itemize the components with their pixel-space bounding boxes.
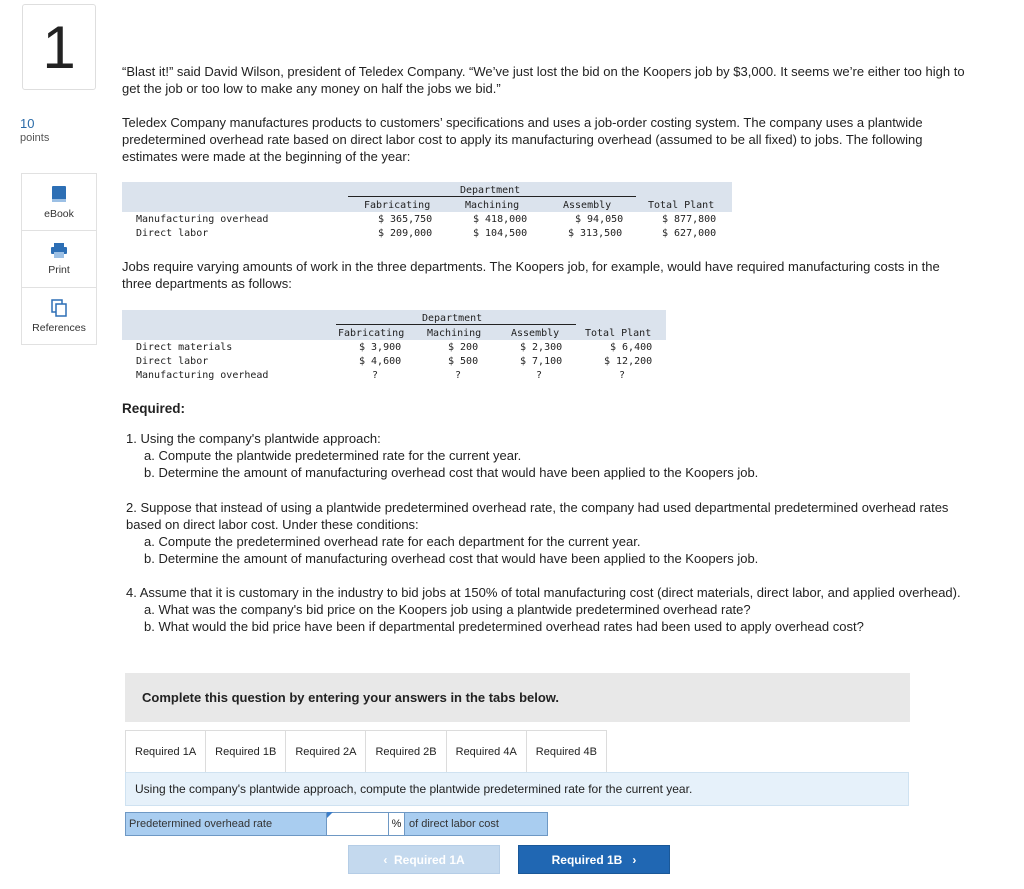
cell-value: $ 4,600 (359, 356, 402, 367)
col-fabricating: Fabricating (364, 200, 431, 211)
chevron-left-icon: ‹ (383, 852, 388, 867)
tab-required-1a[interactable]: Required 1A (125, 730, 206, 773)
cell-value: ? (372, 370, 379, 381)
tab-required-1b[interactable]: Required 1B (206, 730, 286, 772)
col-assembly: Assembly (511, 328, 560, 339)
references-button[interactable] (21, 287, 97, 345)
cell-value: $ 418,000 (473, 214, 528, 225)
question-number: 1 (42, 13, 76, 81)
cell-value: $ 200 (448, 342, 479, 353)
col-total-plant: Total Plant (648, 200, 715, 211)
side-tools (21, 173, 97, 345)
prev-tab-button[interactable] (348, 845, 500, 874)
cell-value: $ 365,750 (378, 214, 433, 225)
intro-paragraph-2: Teledex Company manufactures products to customers’ specifications and uses a job-order costing system. The company uses a plantwide predetermined overhead rate based on direct labor cost to apply its manufacturing overhead (assumed to be all fixed) to jobs. The following estimates were made at the beginning of the year: (122, 115, 923, 164)
answer-row (125, 812, 548, 836)
row-label: Manufacturing overhead (136, 370, 269, 381)
dept-group-header: Department (422, 313, 483, 324)
ebook-label: eBook (44, 207, 74, 220)
required-sub-item: a. Compute the predetermined overhead rate for each department for the current year. (144, 534, 641, 549)
required-sub-item: b. What would the bid price have been if departmental predetermined overhead rates had been used to apply overhead cost? (144, 619, 864, 634)
row-label: Direct labor (136, 356, 209, 367)
prev-tab-label: Required 1A (393, 852, 465, 867)
print-button[interactable] (21, 230, 97, 287)
row-label: Manufacturing overhead (136, 214, 269, 225)
dept-group-header: Department (460, 185, 521, 196)
required-item-2 (122, 499, 992, 567)
points-label: points (20, 132, 50, 144)
intro-paragraph-1: “Blast it!” said David Wilson, president of Teledex Company. “We’ve just lost the bid on the Koopers job by $3,000. It seems we’re either too high to get the job or too low to make any money on half the jobs we bid.” (122, 64, 965, 96)
col-machining: Machining (427, 328, 482, 339)
required-sub-item: b. Determine the amount of manufacturing overhead cost that would have been applied to the Koopers job. (144, 551, 759, 566)
tab-required-4a[interactable]: Required 4A (447, 730, 527, 772)
dept-rule (336, 324, 576, 325)
tab-required-4b[interactable]: Required 4B (527, 730, 607, 772)
next-tab-label: Required 1B (551, 852, 623, 867)
answer-label: Predetermined overhead rate (125, 812, 327, 836)
cell-value: $ 313,500 (568, 228, 623, 239)
required-item-1 (122, 430, 992, 481)
row-label: Direct materials (136, 342, 233, 353)
complete-question-bar: Complete this question by entering your answers in the tabs below. (125, 673, 910, 722)
required-sub-item: a. Compute the plantwide predetermined rate for the current year. (144, 448, 522, 463)
points-value: 10 (20, 116, 35, 131)
tab-required-2b[interactable]: Required 2B (366, 730, 446, 772)
answer-tabs (125, 730, 607, 772)
cell-value: $ 209,000 (378, 228, 433, 239)
required-heading: Required: (122, 401, 186, 416)
cell-value: ? (536, 370, 543, 381)
cell-value: $ 627,000 (662, 228, 717, 239)
dept-rule (348, 196, 636, 197)
cell-value: $ 104,500 (473, 228, 528, 239)
printer-icon (50, 243, 68, 259)
print-label: Print (48, 263, 70, 276)
col-assembly: Assembly (563, 200, 612, 211)
koopers-job-table (122, 310, 667, 382)
cell-value: $ 6,400 (610, 342, 653, 353)
col-total-plant: Total Plant (585, 328, 652, 339)
cell-value: $ 7,100 (520, 356, 563, 367)
book-icon (51, 185, 67, 203)
next-tab-button[interactable] (518, 845, 670, 874)
cell-value: $ 500 (448, 356, 479, 367)
cell-value: ? (619, 370, 626, 381)
cell-value: $ 3,900 (359, 342, 402, 353)
chevron-right-icon: › (632, 852, 637, 867)
required-item-4 (122, 584, 992, 635)
cell-value: ? (455, 370, 462, 381)
required-item-text: 1. Using the company's plantwide approach: (126, 431, 381, 446)
ebook-button[interactable] (21, 173, 97, 230)
cell-value: $ 2,300 (520, 342, 563, 353)
references-label: References (32, 321, 86, 334)
percent-sign: % (389, 812, 405, 836)
input-flag-marker (327, 812, 333, 818)
cell-value: $ 12,200 (604, 356, 653, 367)
jobs-paragraph: Jobs require varying amounts of work in the three departments. The Koopers job, for example, would have required manufacturing costs in the three departments as follows: (122, 259, 940, 291)
cell-value: $ 877,800 (662, 214, 717, 225)
col-fabricating: Fabricating (338, 328, 405, 339)
required-sub-item: a. What was the company's bid price on the Koopers job using a plantwide predetermined overhead rate? (144, 602, 751, 617)
points-indicator (20, 116, 49, 146)
required-sub-item: b. Determine the amount of manufacturing overhead cost that would have been applied to the Koopers job. (144, 465, 759, 480)
required-item-text: 4. Assume that it is customary in the industry to bid jobs at 150% of total manufacturing cost (direct materials, direct labor, and applied overhead). (126, 585, 961, 600)
overhead-rate-input[interactable] (327, 812, 389, 836)
col-machining: Machining (465, 200, 520, 211)
row-label: Direct labor (136, 228, 209, 239)
cell-value: $ 94,050 (575, 214, 624, 225)
tab-required-2a[interactable]: Required 2A (286, 730, 366, 772)
question-number-box (22, 4, 96, 90)
references-icon (51, 299, 67, 317)
required-item-text: 2. Suppose that instead of using a plantwide predetermined overhead rate, the company had used departmental predetermined overhead rates based on direct labor cost. Under these conditions: (126, 500, 949, 532)
answer-unit-label: of direct labor cost (405, 812, 548, 836)
estimates-table (122, 182, 732, 242)
tab-instruction: Using the company's plantwide approach, compute the plantwide predetermined rate for the current year. (125, 772, 909, 806)
